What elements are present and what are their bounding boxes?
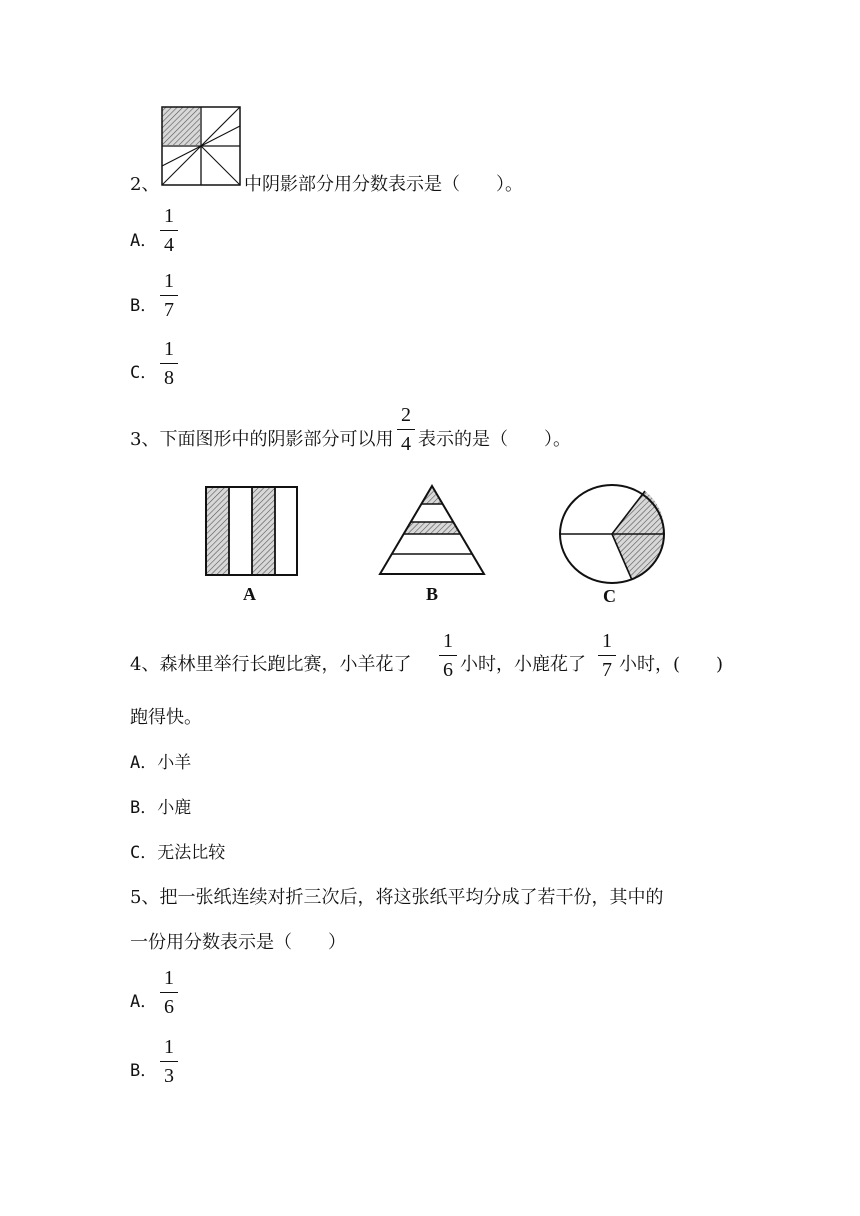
q4-fraction-deer bbox=[598, 630, 616, 681]
q4-option-c: C．无法比较 bbox=[130, 843, 226, 863]
q3-figure-c-label: C bbox=[603, 586, 616, 606]
numerator: 1 bbox=[602, 630, 612, 652]
denominator: 7 bbox=[602, 659, 612, 681]
q5-text-line1: 5、把一张纸连续对折三次后，将这张纸平均分成了若干份，其中的 bbox=[130, 887, 664, 908]
q5-option-b-letter: B． bbox=[130, 1061, 158, 1081]
q4-text-part1: 4、森林里举行长跑比赛，小羊花了 bbox=[130, 654, 412, 675]
denominator: 8 bbox=[164, 367, 174, 389]
q2-option-b-fraction bbox=[160, 270, 178, 321]
q3-fraction bbox=[397, 404, 415, 455]
q4-option-b: B．小鹿 bbox=[130, 798, 192, 818]
q3-figure-a-label: A bbox=[243, 584, 256, 604]
denominator: 6 bbox=[164, 996, 174, 1018]
q2-option-a-fraction bbox=[160, 205, 178, 256]
denominator: 4 bbox=[401, 433, 411, 455]
q2-option-c-fraction bbox=[160, 338, 178, 389]
fraction-bar bbox=[439, 655, 457, 656]
q3-figure-b bbox=[378, 484, 486, 576]
numerator: 1 bbox=[164, 205, 174, 227]
fraction-bar bbox=[598, 655, 616, 656]
q3-text-before: 3、下面图形中的阴影部分可以用 bbox=[130, 429, 394, 450]
q2-option-c-letter: C． bbox=[130, 363, 158, 383]
numerator: 1 bbox=[164, 967, 174, 989]
q3-text-after: 表示的是（ ）。 bbox=[418, 429, 571, 450]
denominator: 7 bbox=[164, 299, 174, 321]
q3-figure-a bbox=[204, 485, 299, 577]
q5-option-a-letter: A． bbox=[130, 992, 158, 1012]
q5-text-line2: 一份用分数表示是（ ） bbox=[130, 932, 346, 953]
q2-option-b-letter: B． bbox=[130, 296, 158, 316]
q2-option-a-letter: A． bbox=[130, 231, 158, 251]
q4-option-a: A．小羊 bbox=[130, 753, 192, 773]
q2-grid-figure bbox=[161, 106, 241, 186]
numerator: 1 bbox=[164, 1036, 174, 1058]
fraction-bar bbox=[160, 230, 178, 231]
q2-text: 中阴影部分用分数表示是（ ）。 bbox=[244, 174, 523, 195]
q3-figure-b-label: B bbox=[426, 584, 439, 604]
q2-number: 2、 bbox=[130, 174, 160, 195]
numerator: 2 bbox=[401, 404, 411, 426]
q4-text-part2: 小时，小鹿花了 bbox=[460, 654, 586, 675]
q5-option-a-fraction bbox=[160, 967, 178, 1018]
q4-text-line2: 跑得快。 bbox=[130, 707, 202, 728]
denominator: 3 bbox=[164, 1065, 174, 1087]
q5-option-b-fraction bbox=[160, 1036, 178, 1087]
fraction-bar bbox=[160, 992, 178, 993]
fraction-bar bbox=[397, 429, 415, 430]
q3-figure-c bbox=[559, 483, 665, 583]
denominator: 4 bbox=[164, 234, 174, 256]
fraction-bar bbox=[160, 295, 178, 296]
numerator: 1 bbox=[164, 338, 174, 360]
q4-fraction-sheep bbox=[439, 630, 457, 681]
fraction-bar bbox=[160, 363, 178, 364]
numerator: 1 bbox=[443, 630, 453, 652]
fraction-bar bbox=[160, 1061, 178, 1062]
denominator: 6 bbox=[443, 659, 453, 681]
q4-text-part3: 小时，( ) bbox=[619, 654, 724, 675]
numerator: 1 bbox=[164, 270, 174, 292]
